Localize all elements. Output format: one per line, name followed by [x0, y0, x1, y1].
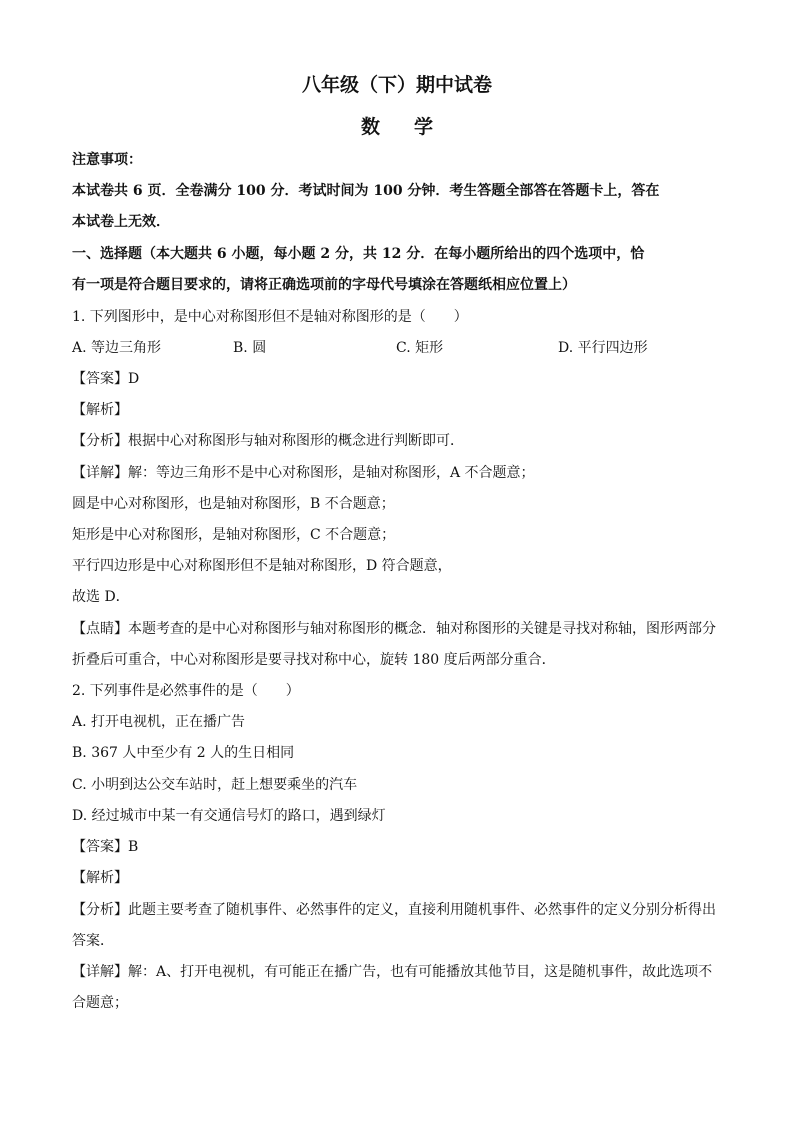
section-heading-line-1: 一、选择题（本大题共 6 小题，每小题 2 分，共 12 分．在每小题所给出的四个选项中，恰 [72, 246, 645, 262]
q1-option-d: D. 平行四边形 [558, 340, 648, 356]
q1-analysis-tag: 【解析】 [72, 402, 128, 418]
q1-xiangjie-3: 矩形是中心对称图形，是轴对称图形，C 不合题意； [72, 527, 396, 543]
exam-title: 八年级（下）期中试卷 [301, 74, 492, 96]
q1-option-a: A. 等边三角形 [72, 340, 162, 356]
q1-option-c: C. 矩形 [396, 340, 444, 356]
q1-answer: 【答案】D [72, 371, 140, 387]
q1-xiangjie-5: 故选 D． [72, 589, 130, 605]
q2-fenxi-2: 答案． [72, 933, 114, 949]
q1-dianjing-2: 折叠后可重合，中心对称图形是要寻找对称中心，旋转 180 度后两部分重合． [72, 652, 556, 668]
q1-option-b: B. 圆 [233, 340, 267, 356]
q2-xiangjie-1: 【详解】解：A、打开电视机，有可能正在播广告，也有可能播放其他节目，这是随机事件，故此选项不 [72, 964, 713, 980]
q1-fenxi: 【分析】根据中心对称图形与轴对称图形的概念进行判断即可． [72, 433, 464, 449]
q2-analysis-tag: 【解析】 [72, 870, 128, 886]
q2-stem: 2. 下列事件是必然事件的是（ ） [72, 683, 300, 699]
notice-line-1: 本试卷共 6 页．全卷满分 100 分．考试时间为 100 分钟．考生答题全部答在答题卡上，答在 [72, 183, 660, 199]
notice-heading: 注意事项： [72, 152, 142, 168]
q2-option-b: B. 367 人中至少有 2 人的生日相同 [72, 745, 295, 761]
q2-option-c: C. 小明到达公交车站时，赶上想要乘坐的汽车 [72, 777, 358, 793]
q2-option-a: A. 打开电视机，正在播广告 [72, 714, 246, 730]
q1-xiangjie-1: 【详解】解：等边三角形不是中心对称图形，是轴对称图形，A 不合题意； [72, 465, 535, 481]
q2-fenxi-1: 【分析】此题主要考查了随机事件、必然事件的定义，直接利用随机事件、必然事件的定义分别分析得出 [72, 902, 716, 918]
q1-dianjing-1: 【点睛】本题考查的是中心对称图形与轴对称图形的概念．轴对称图形的关键是寻找对称轴，图形两部分 [72, 621, 716, 637]
notice-line-2: 本试卷上无效． [72, 214, 170, 230]
section-heading-line-2: 有一项是符合题目要求的，请将正确选项前的字母代号填涂在答题纸相应位置上） [72, 277, 576, 293]
q2-option-d: D. 经过城市中某一有交通信号灯的路口，遇到绿灯 [72, 808, 386, 824]
q1-xiangjie-4: 平行四边形是中心对称图形但不是轴对称图形，D 符合题意， [72, 558, 452, 574]
q1-xiangjie-2: 圆是中心对称图形，也是轴对称图形，B 不合题意； [72, 496, 395, 512]
subject-title: 数学 [360, 116, 467, 138]
q2-answer: 【答案】B [72, 839, 139, 855]
q1-stem: 1. 下列图形中，是中心对称图形但不是轴对称图形的是（ ） [72, 309, 468, 325]
q2-xiangjie-2: 合题意； [72, 995, 128, 1011]
